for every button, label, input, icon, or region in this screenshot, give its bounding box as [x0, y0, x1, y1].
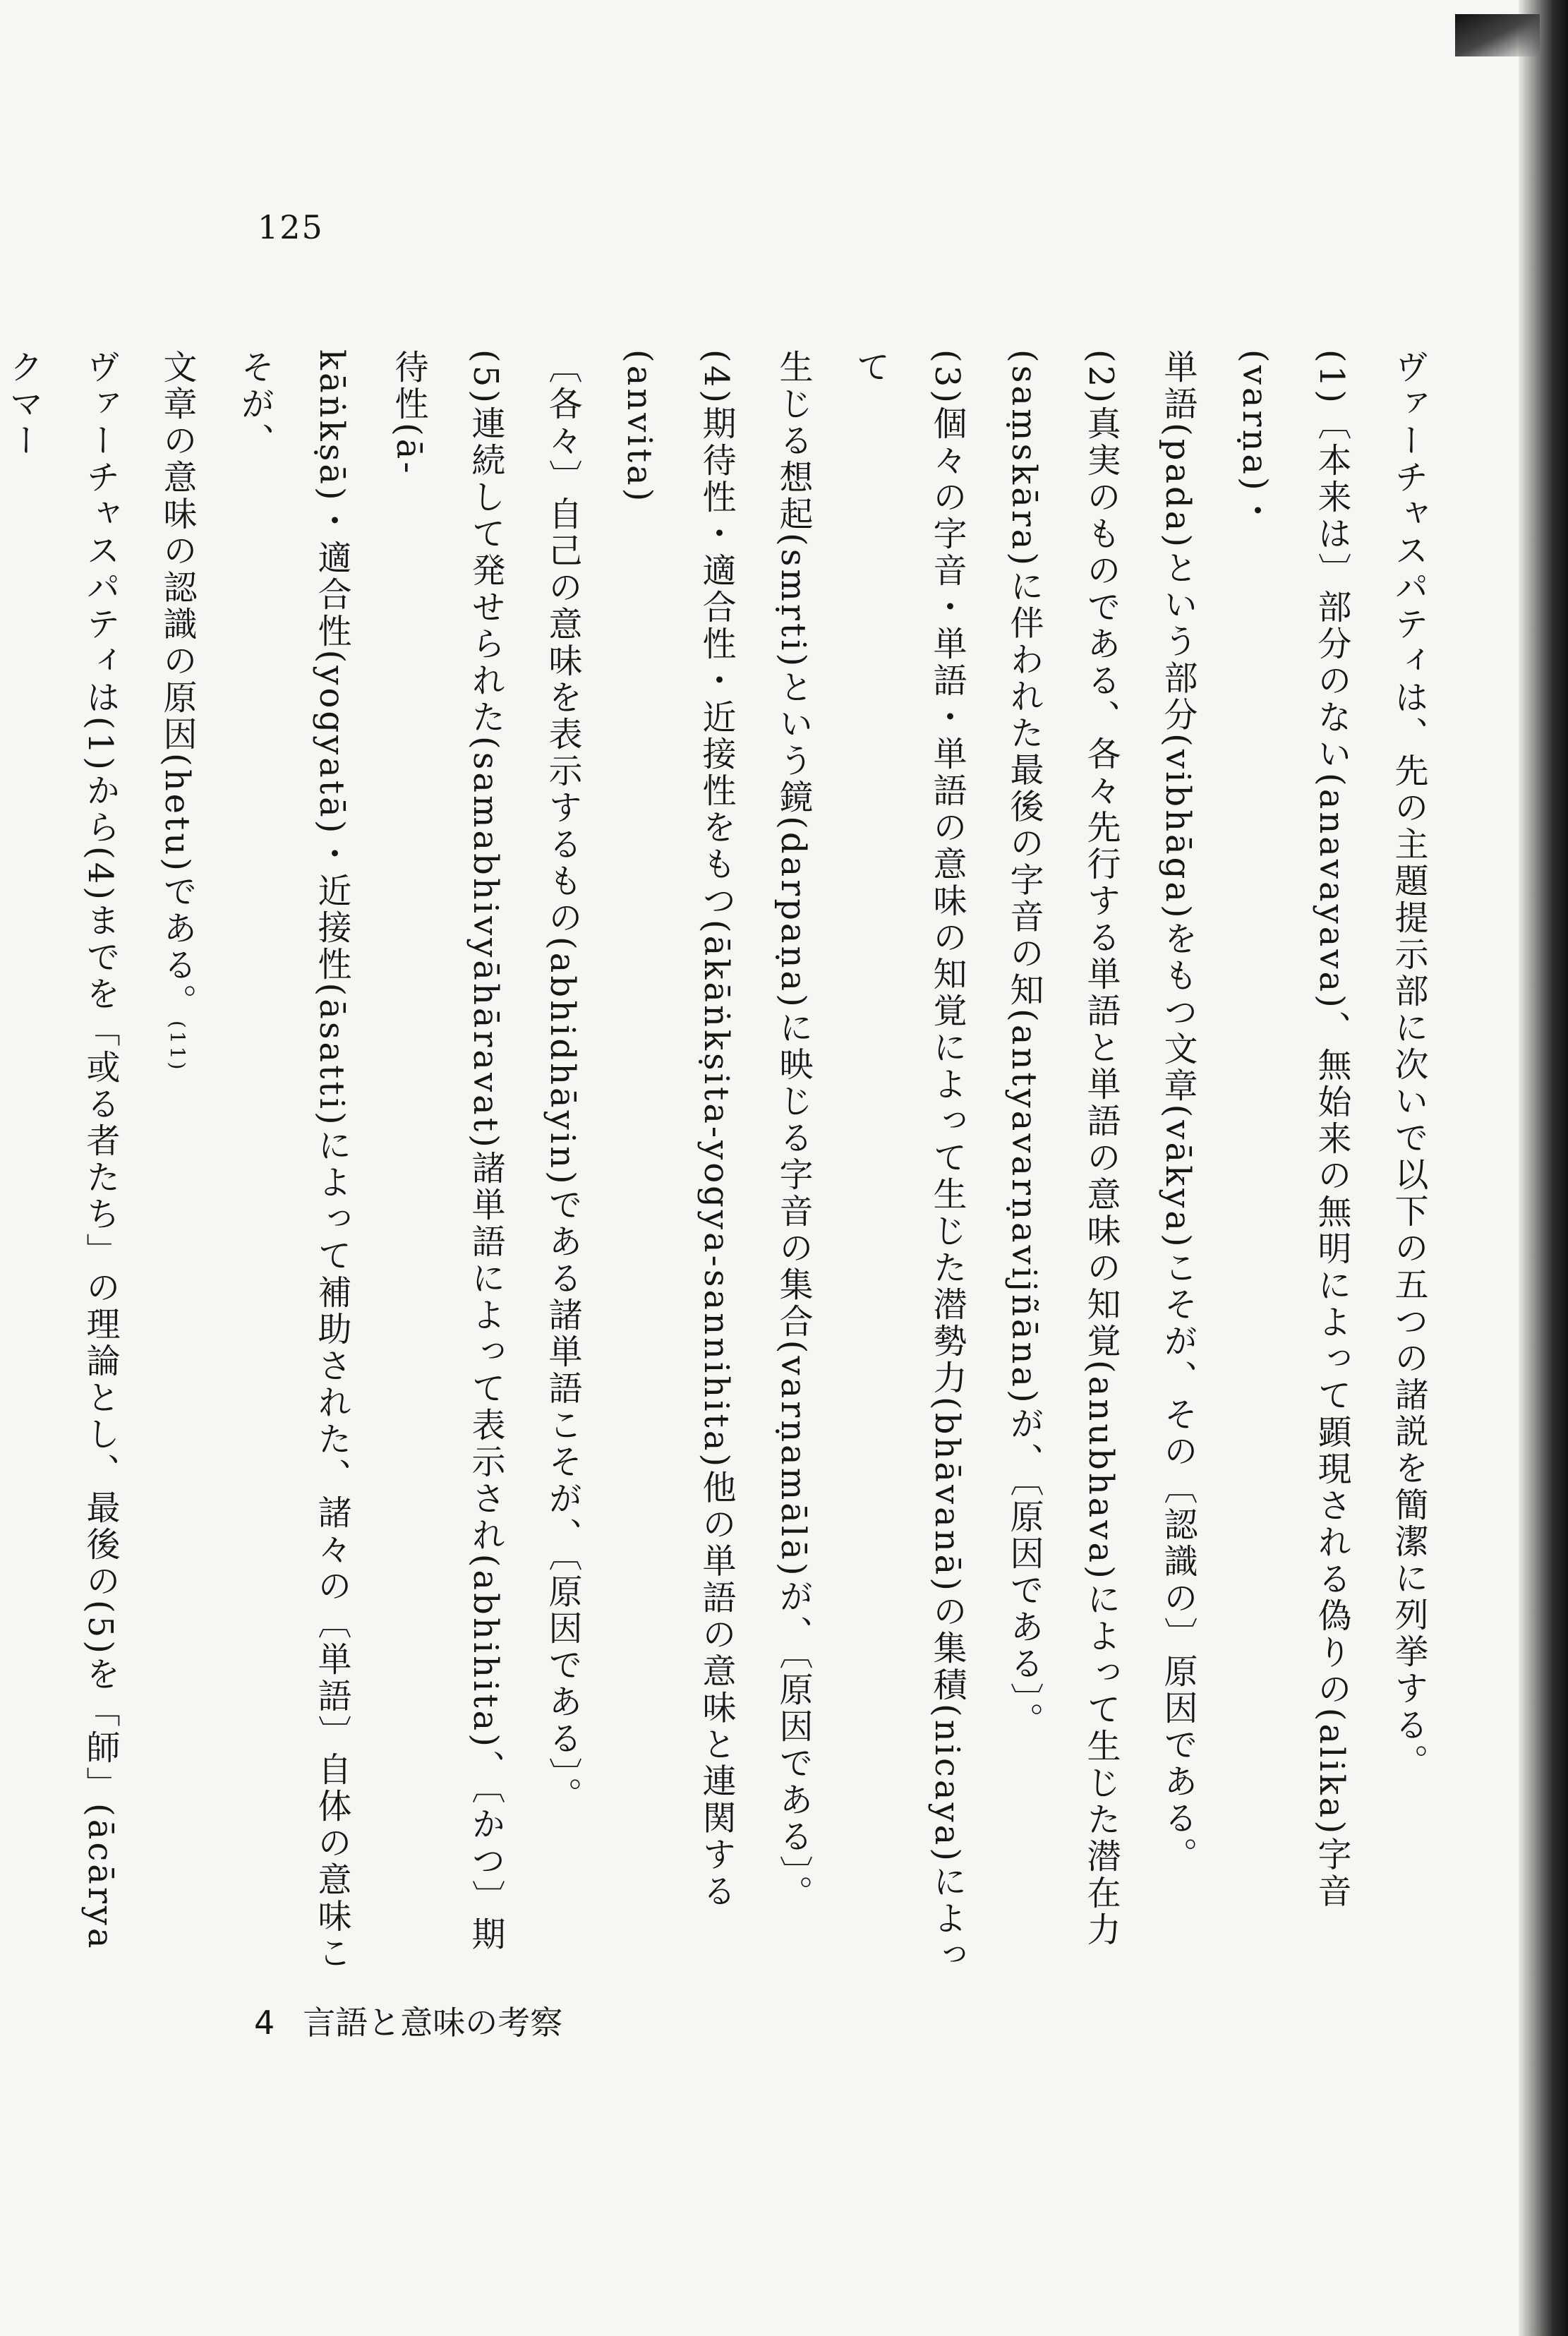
text-line: 単語(pada)という部分(vibhāga)をもつ文章(vākya)こそが、その〔認識の〕原因である。: [1158, 349, 1198, 1874]
text-line: (2)真実のものである、各々先行する単語と単語の意味の知覚(anubhava)によって生じた潜在力: [1081, 349, 1121, 1949]
text-line: ヴァーチャスパティは、先の主題提示部に次いで以下の五つの諸説を簡潔に列挙する。: [1389, 349, 1428, 1781]
text-line: 文章の意味の認識の原因(hetu)である。: [157, 349, 197, 1021]
text-line: kāṅkṣā)・適合性(yogyatā)・近接性(āsatti)によって補助された、諸々の〔単語〕自体の意味こそが、: [235, 349, 351, 1972]
text-line-with-note: [138, 349, 216, 1987]
chapter-number: 4: [254, 2004, 275, 2042]
chapter-title: 言語と意味の考察: [303, 2004, 563, 2042]
chapter-footer: [254, 1997, 562, 2044]
vertical-text-body: [4, 349, 1447, 1987]
page-edge-shadow: [1519, 0, 1568, 2336]
text-line: (5)連続して発せられた(samabhivyāhāravat)諸単語によって表示され(abhihita)、〔かつ〕期待性(ā-: [389, 349, 505, 1953]
footnote-marker: (11): [166, 1020, 189, 1073]
page-corner-shadow: [1455, 14, 1540, 56]
text-line: ヴァーチャスパティは(1)から(4)までを「或る者たち」の理論とし、最後の(5)を「師」(ācārya クマー: [4, 349, 120, 1951]
text-line: (saṃskāra)に伴われた最後の字音の知(antyavarṇavijñāna)が、〔原因である〕。: [1004, 349, 1044, 1739]
text-line: 生じる想起(smṛti)という鏡(darpaṇa)に映じる字音の集合(varṇamālā)が、〔原因である〕。: [773, 349, 813, 1912]
text-line: 〔各々〕自己の意味を表示するもの(abhidhāyin)である諸単語こそが、〔原因である〕。: [543, 349, 582, 1814]
text-line: (4)期待性・適合性・近接性をもつ(ākāṅkṣita-yogya-sannihita)他の単語の意味と連関する(anvita): [620, 349, 736, 1910]
page-number: 125: [258, 208, 324, 246]
text-line: (1)〔本来は〕部分のない(anavayava)、無始来の無明によって顕現される偽りの(alika)字音(varṇa)・: [1235, 349, 1351, 1910]
text-line: (3)個々の字音・単語・単語の意味の知覚によって生じた潜勢力(bhāvanā)の集積(nicaya)によって: [850, 349, 967, 1974]
